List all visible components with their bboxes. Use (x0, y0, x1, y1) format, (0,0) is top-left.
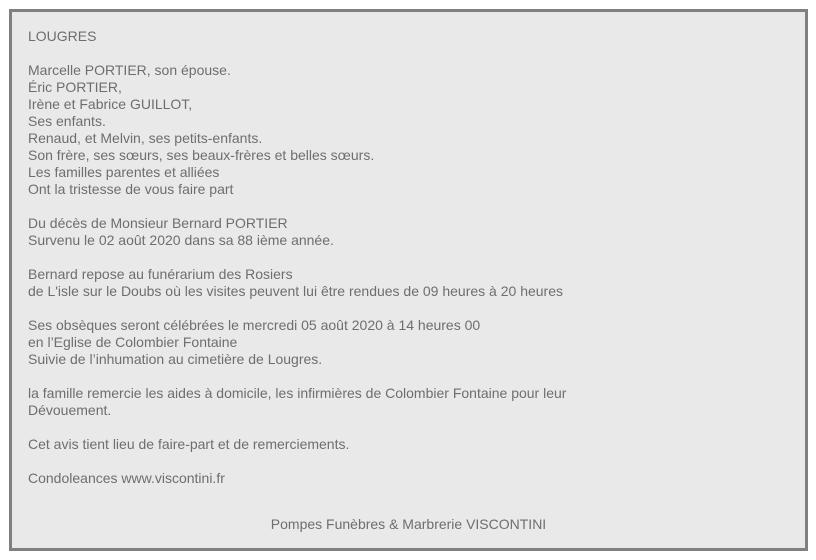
deceased-name-line: Du décès de Monsieur Bernard PORTIER (28, 215, 288, 231)
death-date-line: Survenu le 02 août 2020 dans sa 88 ième année. (28, 232, 334, 248)
visitation-info (28, 266, 789, 300)
death-announcement (28, 215, 789, 249)
acknowledgements (28, 385, 789, 419)
family-line: Renaud, et Melvin, ses petits-enfants. (28, 130, 263, 146)
family-announcement (28, 62, 789, 198)
service-line: Ses obsèques seront célébrées le mercredi 05 août 2020 à 14 heures 00 (28, 317, 481, 333)
service-line: en l’Eglise de Colombier Fontaine (28, 334, 238, 350)
notice-location (28, 28, 789, 45)
condolences-line: Condoleances www.viscontini.fr (28, 470, 225, 486)
location-text: LOUGRES (28, 28, 97, 44)
family-line: Les familles parentes et alliées (28, 164, 220, 180)
funeral-service-info (28, 317, 789, 368)
family-line: Ses enfants. (28, 113, 106, 129)
condolences-info (28, 470, 789, 487)
family-line: Irène et Fabrice GUILLOT, (28, 96, 193, 112)
statement-line: Cet avis tient lieu de faire-part et de remerciements. (28, 436, 350, 452)
obituary-notice (9, 9, 808, 551)
visitation-line: de L'isle sur le Doubs où les visites peuvent lui être rendues de 09 heures à 20 heures (28, 283, 564, 299)
funeral-home-footer: Pompes Funèbres & Marbrerie VISCONTINI (270, 516, 547, 532)
service-line: Suivie de l’inhumation au cimetière de Lougres. (28, 351, 323, 367)
family-line: Ont la tristesse de vous faire part (28, 181, 234, 197)
family-line: Éric PORTIER, (28, 79, 122, 95)
acknowledgement-line: Dévouement. (28, 402, 112, 418)
family-line: Marcelle PORTIER, son épouse. (28, 62, 231, 78)
notice-body (28, 28, 789, 504)
acknowledgement-line: la famille remercie les aides à domicile, les infirmières de Colombier Fontaine pour leur (28, 385, 567, 401)
visitation-line: Bernard repose au funérarium des Rosiers (28, 266, 293, 282)
notice-statement (28, 436, 789, 453)
family-line: Son frère, ses sœurs, ses beaux-frères et belles sœurs. (28, 147, 375, 163)
